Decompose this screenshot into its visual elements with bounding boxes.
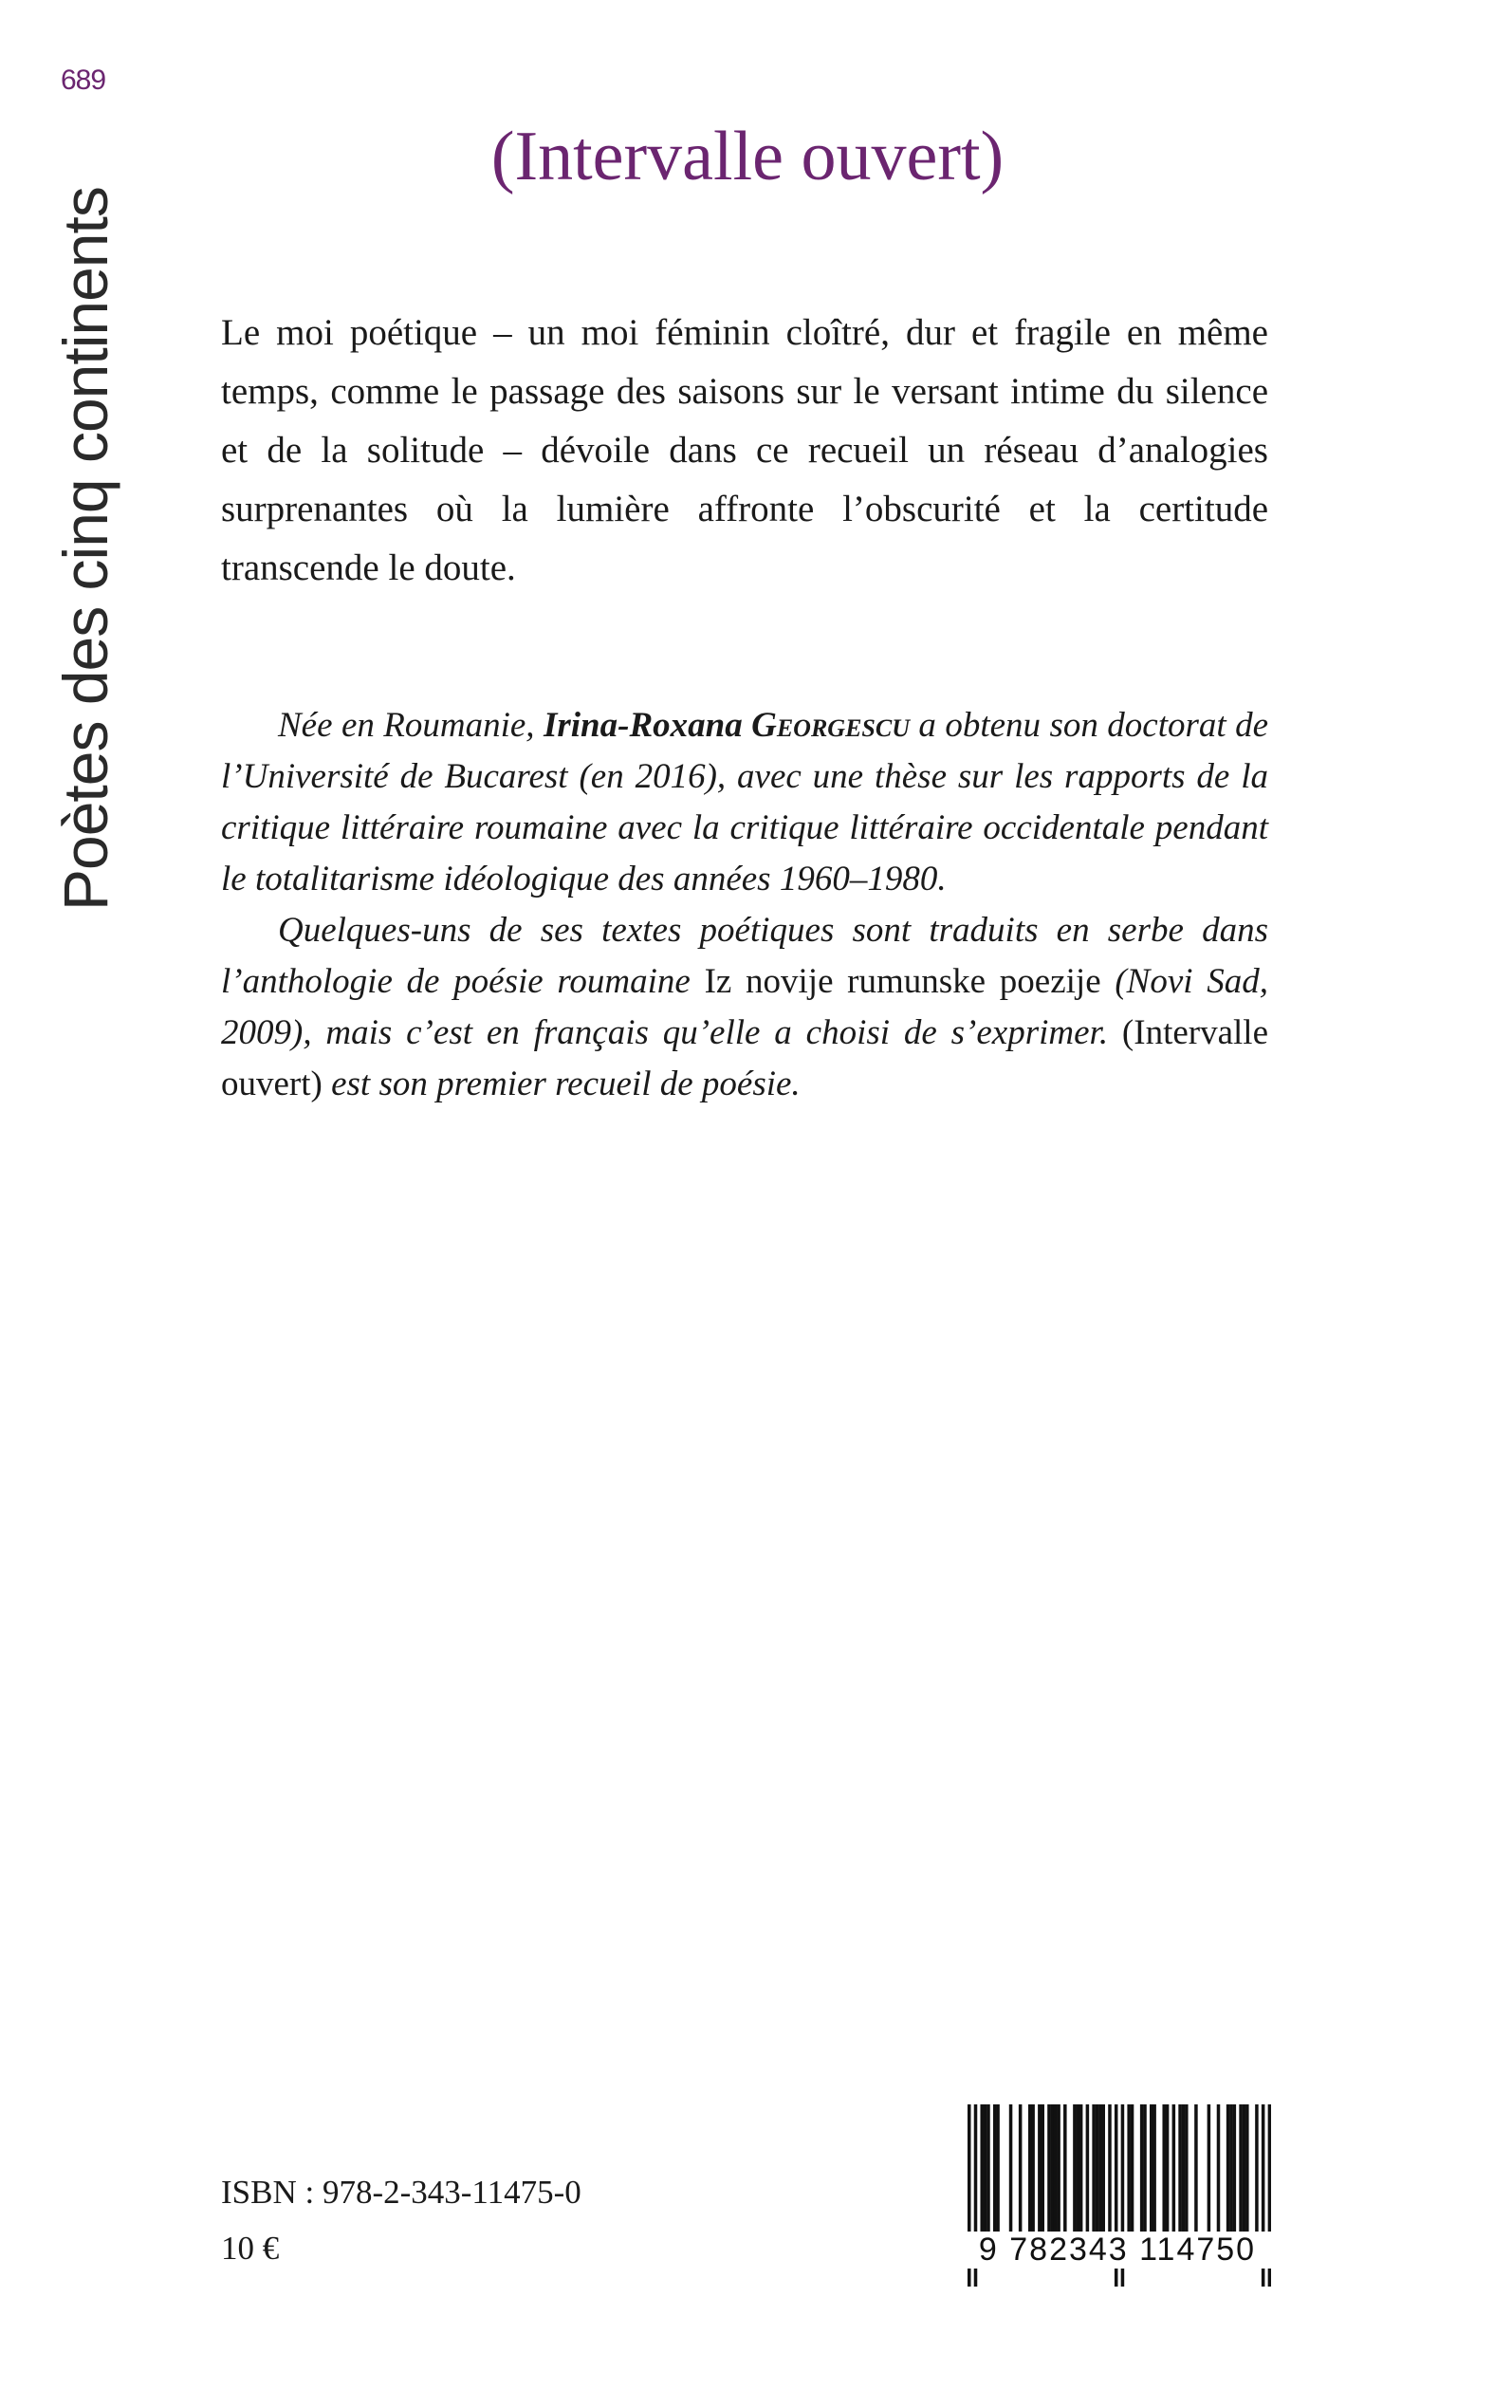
bio-text-2a: Quelques-uns de ses textes poétiques sont traduits en serbe dans l’anthologie de poésie roumaine — [221, 911, 1268, 1001]
series-number: 689 — [61, 65, 106, 96]
author-name — [544, 706, 910, 745]
series-title: Poètes des cinq continents — [50, 187, 120, 911]
price: 10 € — [221, 2230, 280, 2267]
bio-text-2b: (Novi Sad, 2009), mais c’est en français qu’elle a choisi de s’exprimer. — [221, 962, 1268, 1052]
bio-paragraph-1 — [221, 700, 1268, 905]
barcode-digits: 9 782343 114750 — [956, 2232, 1279, 2269]
anthology-title: Iz novije rumunske poezije — [704, 962, 1101, 1001]
bio-intro-text: Née en Roumanie, — [278, 706, 544, 745]
bio-paragraph-2 — [221, 905, 1268, 1110]
author-first-name: Irina-Roxana — [543, 706, 752, 745]
bio-text-1: a obtenu son doctorat de l’Université de Bucarest (en 2016), avec une thèse sur les rapports de la critique littéraire roumaine avec la critique littéraire occidentale pendant le totalitarisme idéologique des années 1960–1980. — [221, 706, 1268, 898]
bio-book-title: (Intervalle ouvert) — [221, 1013, 1268, 1103]
author-bio — [221, 700, 1268, 1110]
isbn: ISBN : 978-2-343-11475-0 — [221, 2174, 581, 2211]
author-last-name: Georgescu — [751, 706, 911, 745]
bio-text-2c: est son premier recueil de poésie. — [322, 1065, 801, 1103]
book-title: (Intervalle ouvert) — [490, 118, 1005, 195]
blurb-paragraph: Le moi poétique – un moi féminin cloîtré, dur et fragile en même temps, comme le passage des saisons sur le versant intime du silence et de la solitude – dévoile dans ce recueil un réseau d’analogies surprenantes où la lumière affronte l’obscurité et la certitude transcende le doute. — [221, 312, 1268, 588]
